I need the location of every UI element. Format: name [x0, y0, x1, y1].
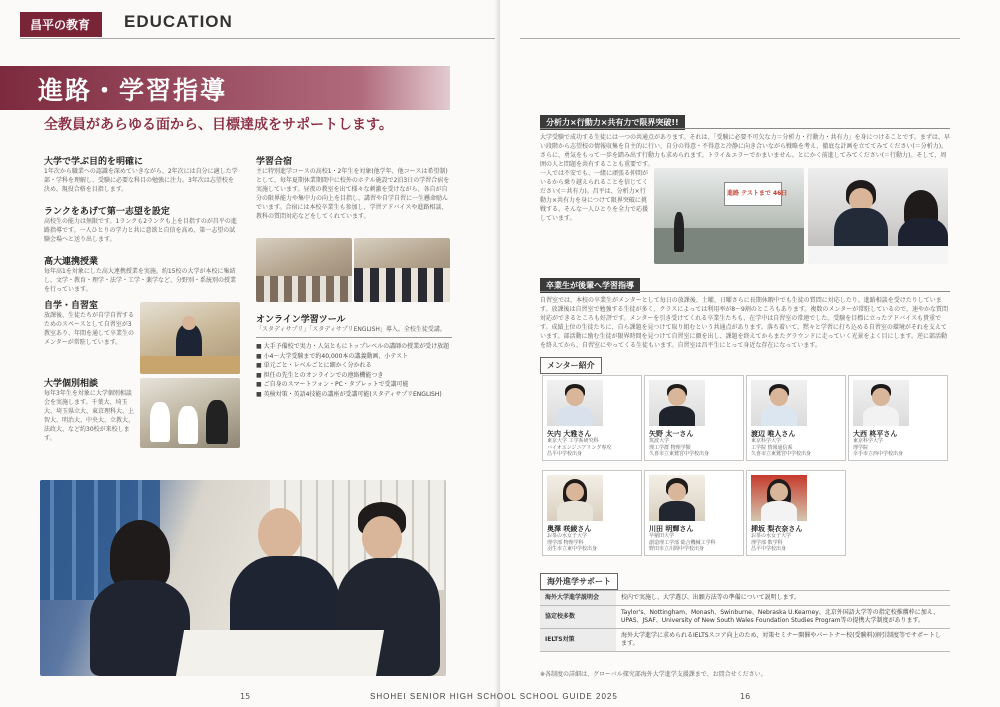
mentor-photo: [751, 380, 807, 426]
body-consultation: 毎年3年生を対象に大学個別相談会を実施します。千葉大、埼玉大、埼玉県立大、東京理科大、上智大、明治大、中央大、立教大、法政大、など約30校が来校します。: [44, 390, 135, 442]
page-number-right: 16: [740, 692, 751, 701]
overseas-note: ※各制度の詳細は、グローバル探究部海外大学進学支援課まで、お問合せください。: [540, 671, 767, 678]
mentor-name: 奥澤 咲綾さん: [547, 525, 592, 533]
online-bullet-list: [256, 342, 449, 399]
mentor-photo: [547, 475, 603, 521]
header-rule: [520, 38, 960, 39]
heading-rank: ランクをあげて第一志望を設定: [44, 207, 170, 217]
online-tools-sub: 「スタディサプリ」「スタディサプリENGLISH」導入。全校生徒受講。: [256, 326, 446, 333]
section-title: EDUCATION: [124, 12, 233, 31]
mentor-card: [644, 470, 744, 556]
mentor-card: [746, 375, 846, 461]
heading-online-tools: オンライン学習ツール: [256, 315, 346, 325]
mentor-card: [542, 375, 642, 461]
section-badge: 昌平の教育: [20, 12, 102, 37]
mentor-photo: [649, 475, 705, 521]
body-study-camp: 主に特別進学コースの高校1・2年生を対象(他学年、他コースは希望制)として、毎年夏期休業期間中に校外のホテル施設で2泊3日の学習合宿を実施しています。昼夜の教室を出て様々な刺激を受けながら、各自が自分の限界能力や集中力の向上を目指し、講習や自学自習に一生懸命励んでいます。合宿には本校卒業生も参加し、学習アドバイスや進路相談、教科の質問対応などをしてくれています。: [256, 168, 450, 220]
body-breakthrough-2: 一人では不安でも、一緒に頑張る仲間がいるから乗り越えられることを信じてください(＝共有力)。昌平は、分析力×行動力×共有力を身につけて限界突破に挑戦する、そんな一人ひとりを全力で応援しています。: [540, 170, 649, 222]
heading-study-room: 自学・自習室: [44, 301, 99, 311]
table-cell-value: Taylor's、Nottingham、Monash、Swinburne、Nebraska U.Kearney、北京外国語大学等の指定校推薦枠に加え、UPAS、JSAF、University of New South Wales Foundation Studies Program等の提携大学制度があります。: [616, 606, 950, 629]
heading-breakthrough: 分析力×行動力×共有力で限界突破!!: [540, 115, 685, 130]
overseas-table: [540, 590, 950, 652]
body-highschool-university: 毎年高1を対象にした高大連携授業を実施。約15校の大学が本校に集結し、文学・教育・理学・法学・工学・薬学など、分野別・系統別の授業を行っています。: [44, 268, 237, 293]
list-item: ■ 単元ごと・レベルごとに細かく分かれる: [256, 362, 372, 369]
countdown-sign: 進路 テストまで 46日: [727, 190, 788, 197]
consultation-photo: [140, 378, 240, 448]
heading-highschool-university: 高大連携授業: [44, 257, 99, 267]
list-item: ■ ご自身のスマートフォン・PC・タブレットで受講可能: [256, 381, 409, 388]
study-room-photo: [140, 302, 240, 374]
mentor-name: 挿坂 梨衣奈さん: [751, 525, 803, 533]
heading-purpose: 大学で学ぶ目的を明確に: [44, 157, 144, 167]
mentor-card: [542, 470, 642, 556]
table-cell-key: 協定校多数: [540, 606, 616, 629]
mentor-name: 矢野 太一さん: [649, 430, 694, 438]
footer-title: SHOHEI SENIOR HIGH SCHOOL SCHOOL GUIDE 2025: [370, 692, 618, 701]
mentor-card: [746, 470, 846, 556]
study-camp-photo-2: [354, 238, 450, 302]
mentor-photo: [649, 380, 705, 426]
mentor-info: 筑波大学 理工学群 物理学類 久喜市立東鷲宮中学校出身: [649, 438, 710, 457]
mentor-card: [848, 375, 948, 461]
study-camp-photo-1: [256, 238, 352, 302]
body-rank: 高校生の能力は無限です。1ランクも2ランクも上を目指すのが昌平の進路指導です。一人ひとりの学力と共に意欲と自信を高め、第一志望の試験会場へと送り出します。: [44, 218, 237, 243]
body-breakthrough: 大学受験で成功する生徒には一つの共通点があります。それは、「受験に必要不可欠な力＝分析力・行動力・共有力」を身につけることです。まずは、早い段階から志望校の情報収集を自主的に行い、自分の得意・不得意と冷静に向き合いながら戦略を考え、徹底な計画を立ててみてください(＝分析力)。さらに、勇気をもって一歩を踏み出す行動力も求められます。トライ＆エラーでかまいません。とにかく前進してみてください(＝行動力)。そして、周囲の人と問題を共有することも重要です。: [540, 134, 950, 168]
mentor-info: 東京科学大学 工学院 情報通信系 久喜市立東鷲宮中学校出身: [751, 438, 812, 457]
table-row: [540, 591, 950, 606]
teacher-consultation-photo: [40, 480, 446, 676]
heading-study-camp: 学習合宿: [256, 157, 293, 167]
body-study-room: 放課後、生徒たちが自学自習するためのスペースとして自習室が3教室あり、年間を通して卒業生のメンターが常駐しています。: [44, 312, 135, 346]
title-banner: [0, 66, 450, 110]
lead-text: 全教員があらゆる面から、目標達成をサポートします。: [44, 117, 393, 133]
mentor-talk-photo: [808, 168, 948, 264]
mentor-card: [644, 375, 744, 461]
table-cell-key: 海外大学進学説明会: [540, 591, 616, 606]
mentor-info: お茶の水女子大学 理学部 数学科 昌平中学校出身: [751, 533, 792, 552]
body-alumni-mentoring: 自習室では、本校の卒業生がメンターとして毎日の放課後、土曜、日曜さらに長期休暇中でも生徒の質問に対応したり、進路相談を受けたりしています。放課後は自習室で勉強する生徒が多く、クラスによっては利用率が8〜9割のところもあります。複数のメンターが常駐しているので、速やかな質問対応ができるところも好評です。メンターを引き受けてくれる卒業生たちも、在学中は自習室の常連でした。受験を目標に立ったアドバイスも貴重です。成績上位の生徒たちに、自ら課題を見つけて取り組むという共通点があります。落ち着いて、黙々と学習に打ち込める自習室の環境がそれを支えています。部活動に励む生徒が限界時間を見つけて自習室に顔を出し、課題を終えてからまたグラウンドに走っていく光景をよく目にします。逆に部活動を終えてから、自習室にやってくる生徒もいます。自習室は昌平生にとって身近な存在になっています。: [540, 297, 949, 349]
heading-alumni-mentoring: 卒業生が後輩へ学習指導: [540, 278, 640, 293]
mentor-intro-label: メンター紹介: [540, 357, 602, 374]
heading-overseas: 海外進学サポート: [540, 573, 618, 590]
mentor-info: お茶の水女子大学 理学部 物理学科 羽生市立東中学校出身: [547, 533, 598, 552]
mentor-photo: [853, 380, 909, 426]
mentor-name: 大西 柊平さん: [853, 430, 898, 438]
list-item: ■ 担任の先生とのオンラインでの連絡機能つき: [256, 371, 384, 379]
page-number-left: 15: [240, 692, 251, 701]
mentor-name: 渡辺 唯人さん: [751, 430, 796, 438]
page-title: 進路・学習指導: [38, 76, 228, 105]
table-row: [540, 629, 950, 652]
mentor-name: 川田 明輝さん: [649, 525, 694, 533]
list-item: ■ 大手予備校で実力・人気ともにトップレベルの講師の授業が受け放題: [256, 343, 450, 350]
mentor-info: 東京科学大学 理学院 幸手市立西中学校出身: [853, 438, 904, 457]
list-item: ■ 小4〜大学受験まで約40,000本の講義動画、小テスト: [256, 352, 409, 360]
hallway-photo: [654, 168, 804, 264]
mentor-photo: [547, 380, 603, 426]
header-rule-left: [20, 38, 495, 39]
mentor-info: 早稲田大学 創造理工学部 総合機械工学科 野田市立川間中学校出身: [649, 533, 716, 552]
body-purpose: 1年次から職業への認識を深めていきながら、2年次には自分に適した学部・学科を理解し、受験に必要な科目の勉強に注力。3年次は志望校を決め、現役合格を目指します。: [44, 168, 238, 193]
table-row: [540, 606, 950, 629]
mentor-info: 東京大学 工学系研究科 バイオエンジニアリング専攻 昌平中学校出身: [547, 438, 612, 457]
table-cell-key: IELTS対策: [540, 629, 616, 652]
table-cell-value: 海外大学進学に求められるIELTSスコア向上のため、対策セミナー開催やパートナー校(受験料)割引制度等でサポートします。: [616, 629, 950, 652]
heading-consultation: 大学個別相談: [44, 379, 99, 389]
mentor-name: 矢内 大雅さん: [547, 430, 592, 438]
mentor-photo: [751, 475, 807, 521]
table-cell-value: 校内で実施し、大学選び、出願方法等の準備について説明します。: [616, 591, 950, 606]
list-item: ■ 英検対策・英語4技能の講座が受講可能(スタディサプリENGLISH): [256, 390, 442, 398]
